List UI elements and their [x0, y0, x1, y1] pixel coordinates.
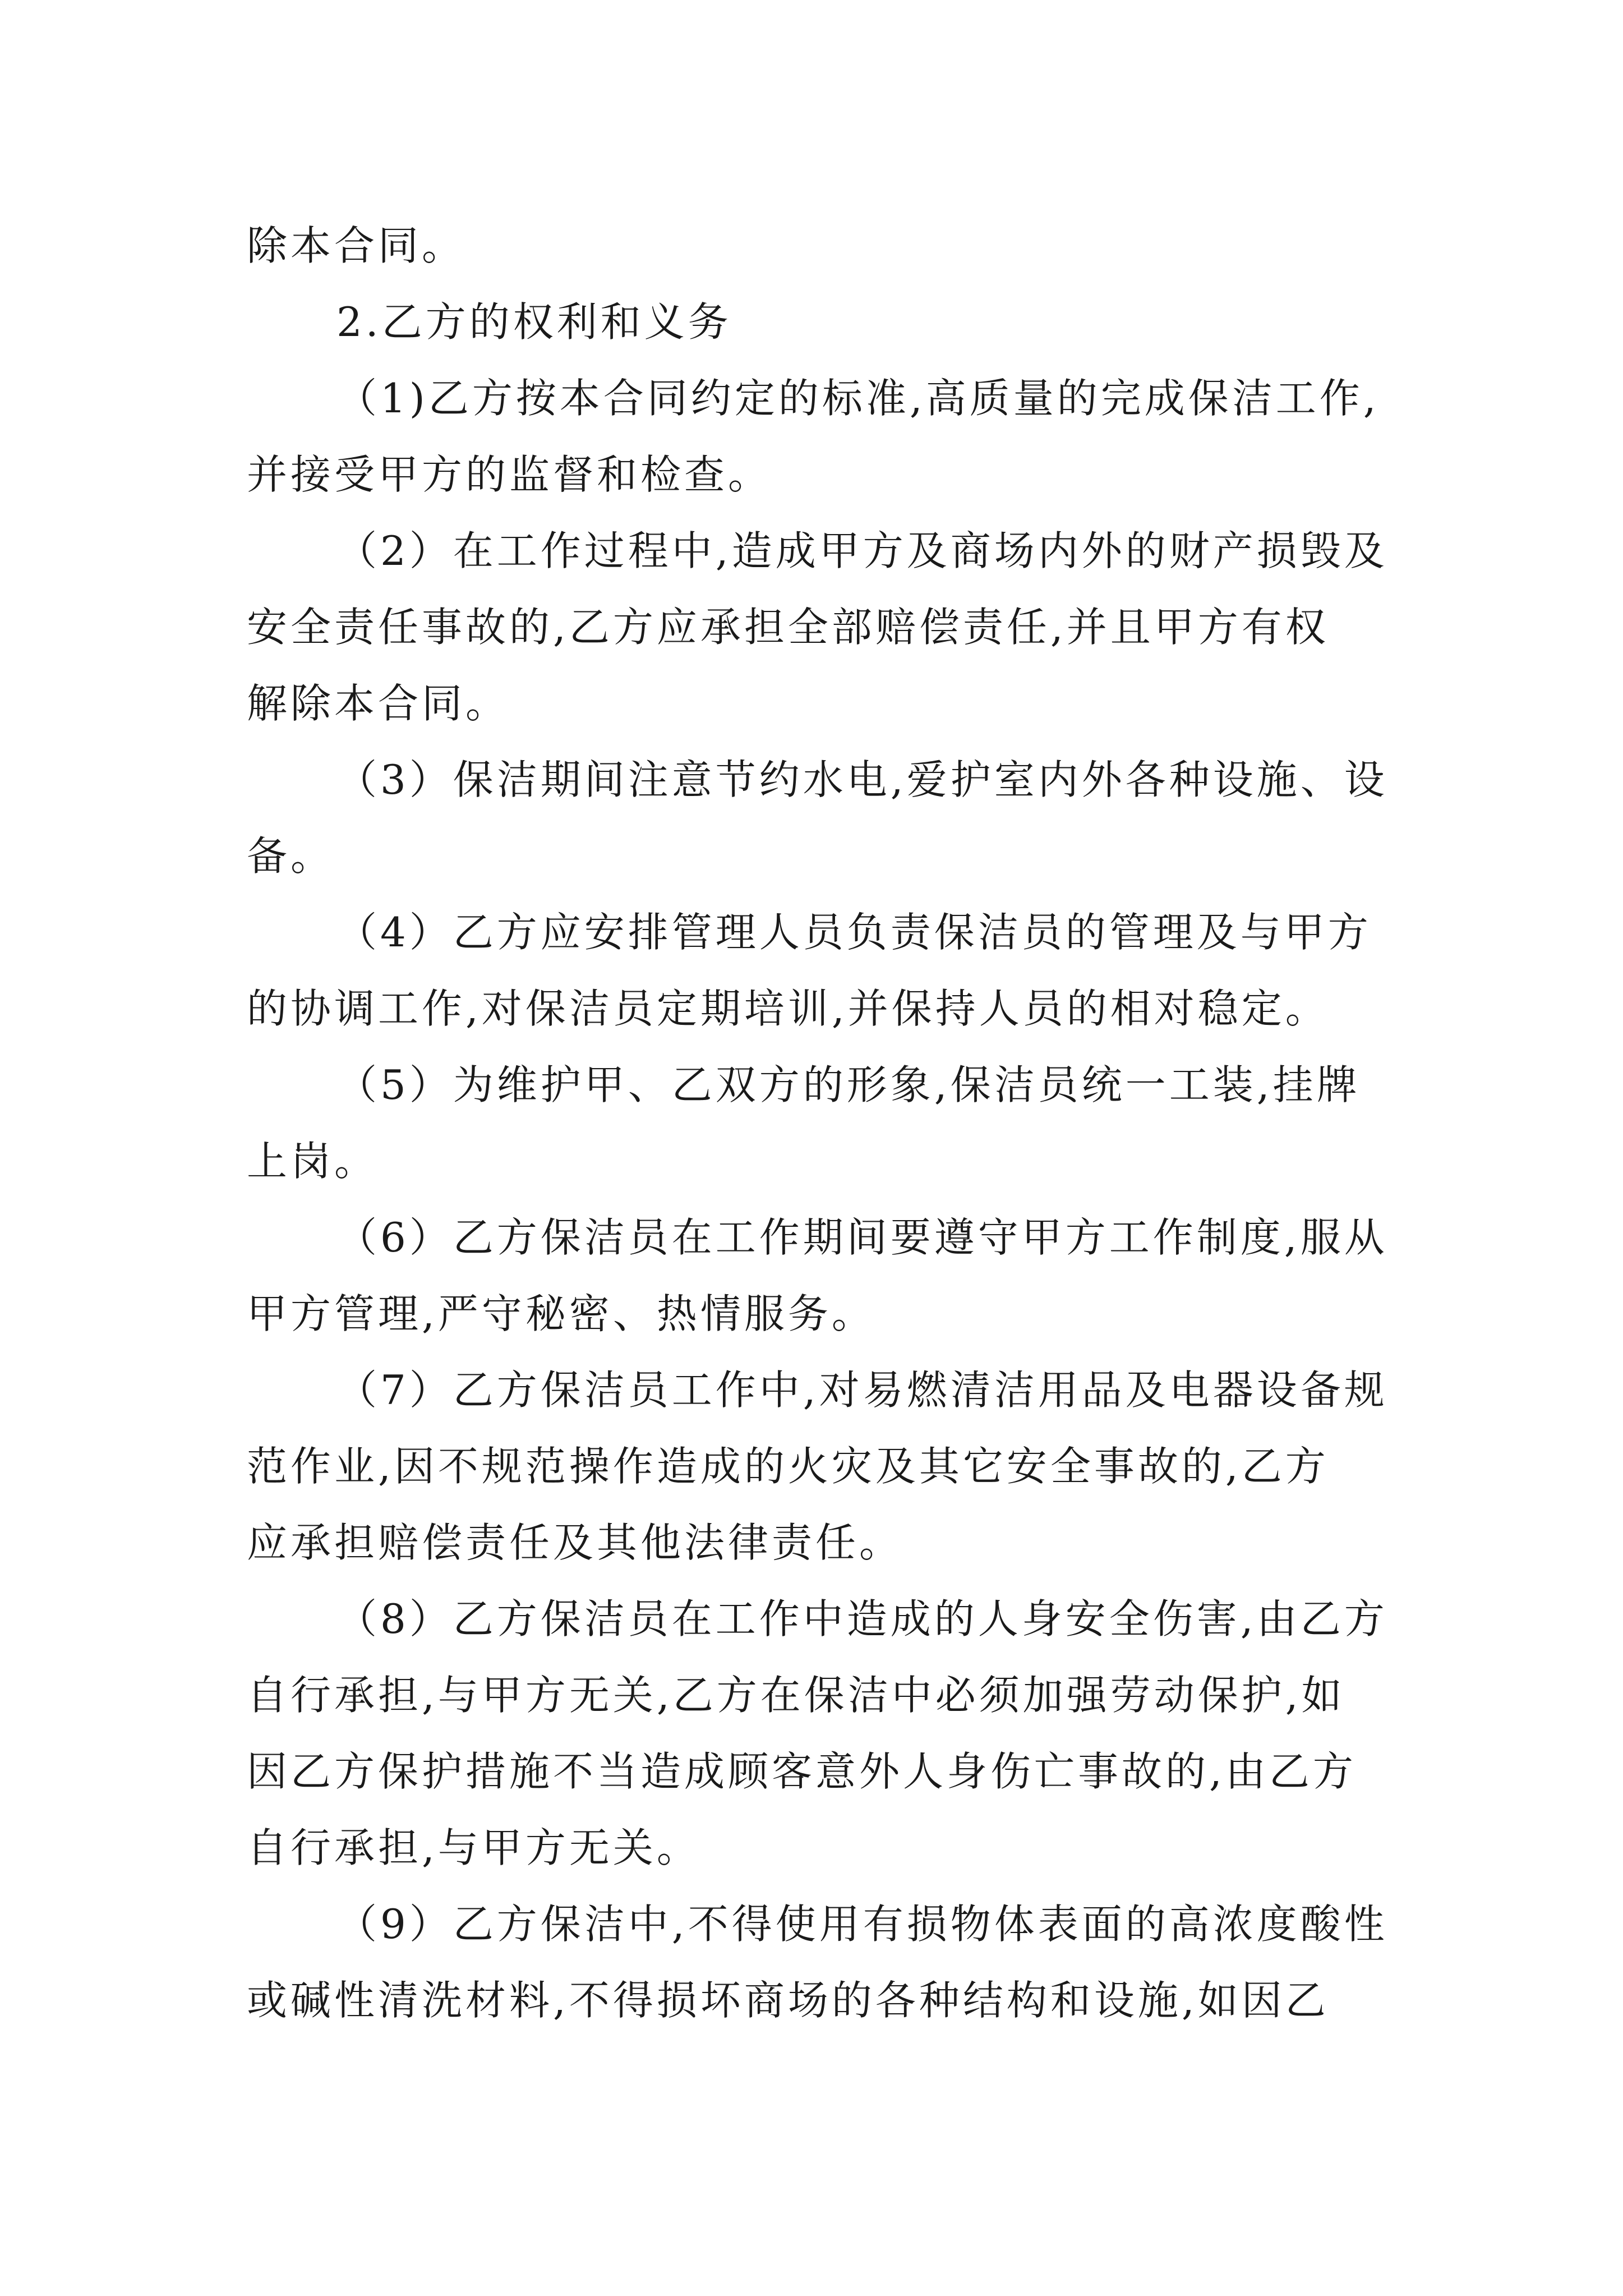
text-line: （2）在工作过程中,造成甲方及商场内外的财产损毁及 [336, 527, 1388, 574]
text-line: （5）为维护甲、乙双方的形象,保洁员统一工装,挂牌 [336, 1061, 1361, 1108]
text-line: （1)乙方按本合同约定的标准,高质量的完成保洁工作, [336, 375, 1380, 422]
text-line: （9）乙方保洁中,不得使用有损物体表面的高浓度酸性 [336, 1901, 1388, 1948]
text-line: 范作业,因不规范操作造成的火灾及其它安全事故的,乙方 [247, 1443, 1329, 1490]
text-line: 备。 [247, 832, 335, 880]
text-line: 安全责任事故的,乙方应承担全部赔偿责任,并且甲方有权 [247, 604, 1329, 651]
document-body [247, 208, 1388, 2039]
text-line: （4）乙方应安排管理人员负责保洁员的管理及与甲方 [336, 909, 1372, 956]
text-line: （6）乙方保洁员在工作期间要遵守甲方工作制度,服从 [336, 1214, 1388, 1261]
text-line: 除本合同。 [247, 222, 466, 269]
text-line: （3）保洁期间注意节约水电,爱护室内外各种设施、设 [336, 756, 1388, 803]
text-line: 的协调工作,对保洁员定期培训,并保持人员的相对稳定。 [247, 985, 1329, 1032]
text-line: 自行承担,与甲方无关。 [247, 1824, 700, 1871]
text-line: 解除本合同。 [247, 680, 510, 727]
text-line: 因乙方保护措施不当造成顾客意外人身伤亡事故的,由乙方 [247, 1748, 1357, 1795]
text-line: （7）乙方保洁员工作中,对易燃清洁用品及电器设备规 [336, 1366, 1388, 1414]
text-line: 或碱性清洗材料,不得损坏商场的各种结构和设施,如因乙 [247, 1977, 1329, 2024]
text-line: 应承担赔偿责任及其他法律责任。 [247, 1519, 903, 1566]
text-line: 上岗。 [247, 1138, 379, 1185]
section-heading: 2.乙方的权利和义务 [336, 298, 732, 346]
text-line: 甲方管理,严守秘密、热情服务。 [247, 1290, 875, 1337]
text-line: （8）乙方保洁员在工作中造成的人身安全伤害,由乙方 [336, 1595, 1388, 1642]
text-line: 并接受甲方的监督和检查。 [247, 451, 772, 498]
text-line: 自行承担,与甲方无关,乙方在保洁中必须加强劳动保护,如 [247, 1672, 1345, 1719]
